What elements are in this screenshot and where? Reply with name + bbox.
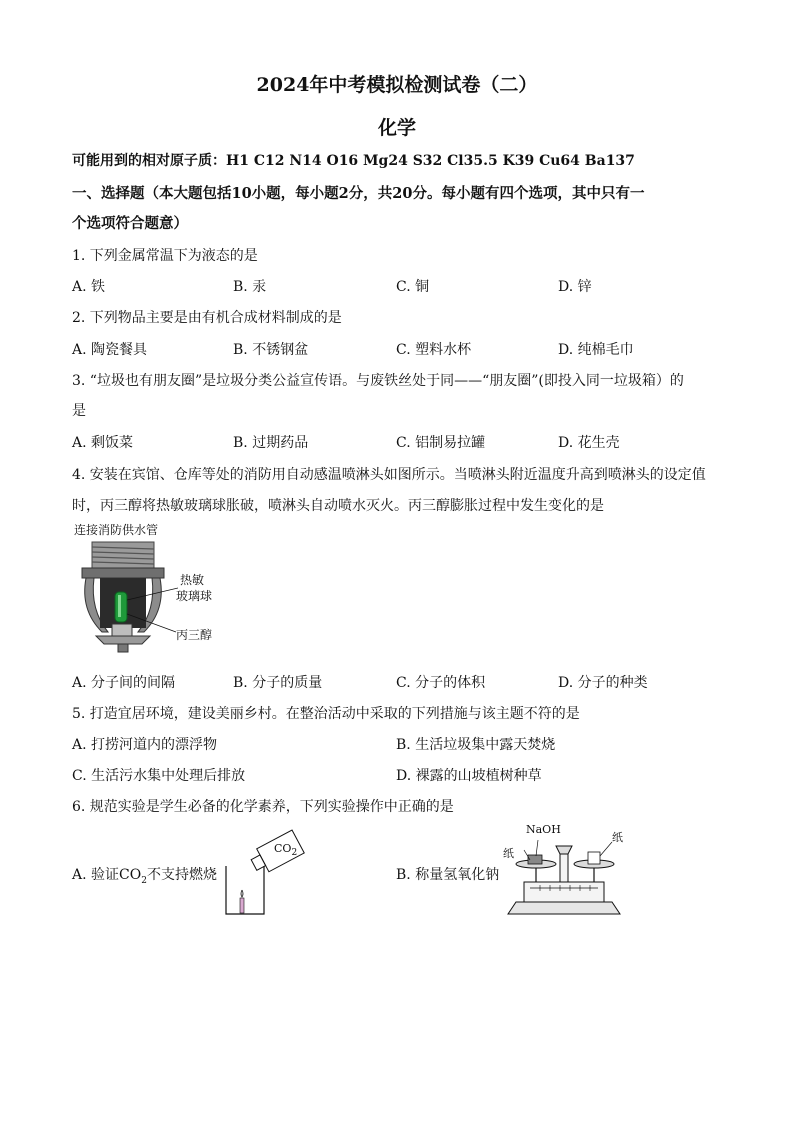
q1-stem: 1. 下列金属常温下为液态的是 (72, 248, 258, 264)
q1-option-d: D. 锌 (558, 279, 592, 295)
sprinkler-label-glass1: 热敏 (180, 573, 205, 587)
q6-option-a (72, 864, 217, 886)
q6-option-a-prefix: A. 验证 (72, 867, 120, 883)
paper-label-left: 纸 (503, 847, 514, 860)
sprinkler-label-glass2: 玻璃球 (176, 589, 213, 603)
q6-option-a-sub: 2 (141, 875, 147, 886)
q4-stem-line2: 时，丙三醇将热敏玻璃球胀破，喷淋头自动喷水灭火。丙三醇膨胀过程中发生变化的是 (72, 498, 604, 514)
q6-option-a-co: CO (119, 867, 142, 883)
q4-option-c: C. 分子的体积 (396, 675, 486, 691)
q3-option-d: D. 花生壳 (558, 435, 620, 451)
q4-option-d: D. 分子的种类 (558, 675, 648, 691)
sprinkler-label-glycerol: 丙三醇 (176, 628, 213, 642)
q3-stem-line1: 3. “垃圾也有朋友圈”是垃圾分类公益宣传语。与废铁丝处于同——“朋友圈”(即投入同一垃圾箱）的 (72, 373, 684, 389)
q6-option-a-suffix: 不支持燃烧 (146, 867, 217, 883)
q5-option-a: A. 打捞河道内的漂浮物 (72, 737, 218, 753)
q3-stem-line2: 是 (72, 403, 86, 419)
q5-option-b: B. 生活垃圾集中露天焚烧 (396, 737, 556, 753)
q3-option-a: A. 剩饭菜 (72, 435, 134, 451)
co2-bottle-label (274, 842, 297, 858)
section-heading-line1: 一、选择题（本大题包括10小题，每小题2分，共20分。每小题有四个选项，其中只有一 (72, 185, 645, 202)
atomic-masses: 可能用到的相对原子质：H1 C12 N14 O16 Mg24 S32 Cl35.5 K39 Cu64 Ba137 (72, 153, 635, 169)
q3-option-b: B. 过期药品 (233, 435, 309, 451)
co2-bottle-co: CO (274, 842, 292, 855)
q1-option-b: B. 汞 (233, 279, 267, 295)
sprinkler-label-water-pipe: 连接消防供水管 (74, 523, 159, 537)
subject-title: 化学 (377, 117, 416, 139)
exam-title: 2024年中考模拟检测试卷（二） (256, 74, 538, 96)
q2-option-d: D. 纯棉毛巾 (558, 342, 634, 358)
sprinkler-head-figure (78, 540, 178, 660)
q4-option-b: B. 分子的质量 (233, 675, 323, 691)
q2-stem: 2. 下列物品主要是由有机合成材料制成的是 (72, 310, 342, 326)
naoh-label: NaOH (526, 823, 561, 836)
balance-figure (500, 836, 628, 918)
q5-stem: 5. 打造宜居环境，建设美丽乡村。在整治活动中采取的下列措施与该主题不符的是 (72, 706, 580, 722)
q6-option-b: B. 称量氢氧化钠 (396, 867, 500, 883)
q6-stem: 6. 规范实验是学生必备的化学素养，下列实验操作中正确的是 (72, 799, 454, 815)
q2-option-a: A. 陶瓷餐具 (72, 342, 148, 358)
co2-bottle-sub: 2 (291, 848, 298, 859)
section-heading-line2: 个选项符合题意） (72, 215, 188, 232)
q2-option-c: C. 塑料水杯 (396, 342, 472, 358)
q1-option-a: A. 铁 (72, 279, 106, 295)
q2-option-b: B. 不锈钢盆 (233, 342, 309, 358)
q1-option-c: C. 铜 (396, 279, 430, 295)
q5-option-c: C. 生活污水集中处理后排放 (72, 768, 246, 784)
paper-label-right: 纸 (612, 831, 623, 844)
q5-option-d: D. 裸露的山坡植树种草 (396, 768, 542, 784)
q4-option-a: A. 分子间的间隔 (72, 675, 176, 691)
q3-option-c: C. 铝制易拉罐 (396, 435, 486, 451)
q4-stem-line1: 4. 安装在宾馆、仓库等处的消防用自动感温喷淋头如图所示。当喷淋头附近温度升高到喷淋头的设定值 (72, 467, 706, 483)
